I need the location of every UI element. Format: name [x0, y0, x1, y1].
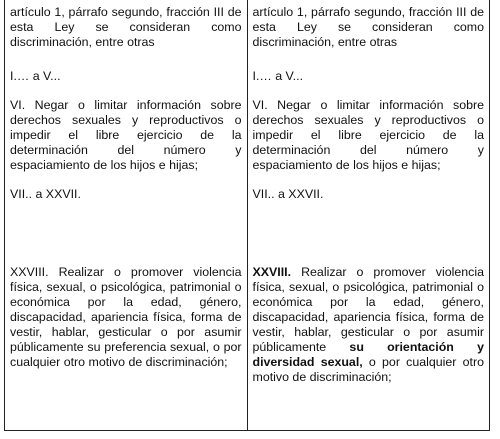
right-intro-paragraph: artículo 1, párrafo segundo, fracción III de esta Ley se consideran como discriminación, entre otras: [252, 5, 484, 49]
left-column-cell: [5, 0, 248, 431]
right-fraction-vi: VI. Negar o limitar información sobre derechos sexuales y reproductivos o impedir el libre ejercicio de la determinación del número y espaciamiento de los hijos e hijas;: [252, 98, 484, 172]
left-range-vii-xxvii: VII.. a XXVII.: [10, 187, 81, 201]
left-column-content: [10, 0, 242, 429]
left-range-i-v: I.… a V...: [10, 69, 61, 83]
left-fraction-vi: VI. Negar o limitar información sobre derechos sexuales y reproductivos o impedir el libre ejercicio de la determinación del número y espaciamiento de los hijos e hijas;: [10, 98, 242, 172]
right-range-vii-xxvii: VII.. a XXVII.: [252, 187, 324, 201]
left-intro-paragraph: artículo 1, párrafo segundo, fracción III de esta Ley se consideran como discriminación, entre otras: [10, 5, 242, 49]
comparison-table: [4, 0, 490, 431]
left-fraction-xxviii: XXVIII. Realizar o promover violencia física, sexual, o psicológica, patrimonial o económica por la edad, género, discapacidad, apariencia física, forma de vestir, hablar, gesticular o por asumir públicamente su preferencia sexual, o por cualquier otro motivo de discriminación;: [10, 265, 242, 369]
right-range-i-v: I.… a V...: [252, 69, 304, 83]
right-xxviii-bold-amendment: su orientación y diversidad sexual,: [252, 340, 484, 369]
right-xxviii-number: XXVIII.: [252, 265, 292, 279]
right-fraction-xxviii: [253, 265, 485, 385]
right-column-content: [253, 0, 485, 429]
right-xxviii-text-b: o por cualquier otro motivo de discriminación;: [252, 355, 484, 384]
table-row: [5, 0, 490, 431]
right-xxviii-text-a: Realizar o promover violencia física, sexual, o psicológica, patrimonial o económica por la edad, género, discapacidad, apariencia física, forma de vestir, hablar, gesticular o por asumir públicamente: [252, 265, 484, 354]
right-column-cell: [247, 0, 490, 431]
